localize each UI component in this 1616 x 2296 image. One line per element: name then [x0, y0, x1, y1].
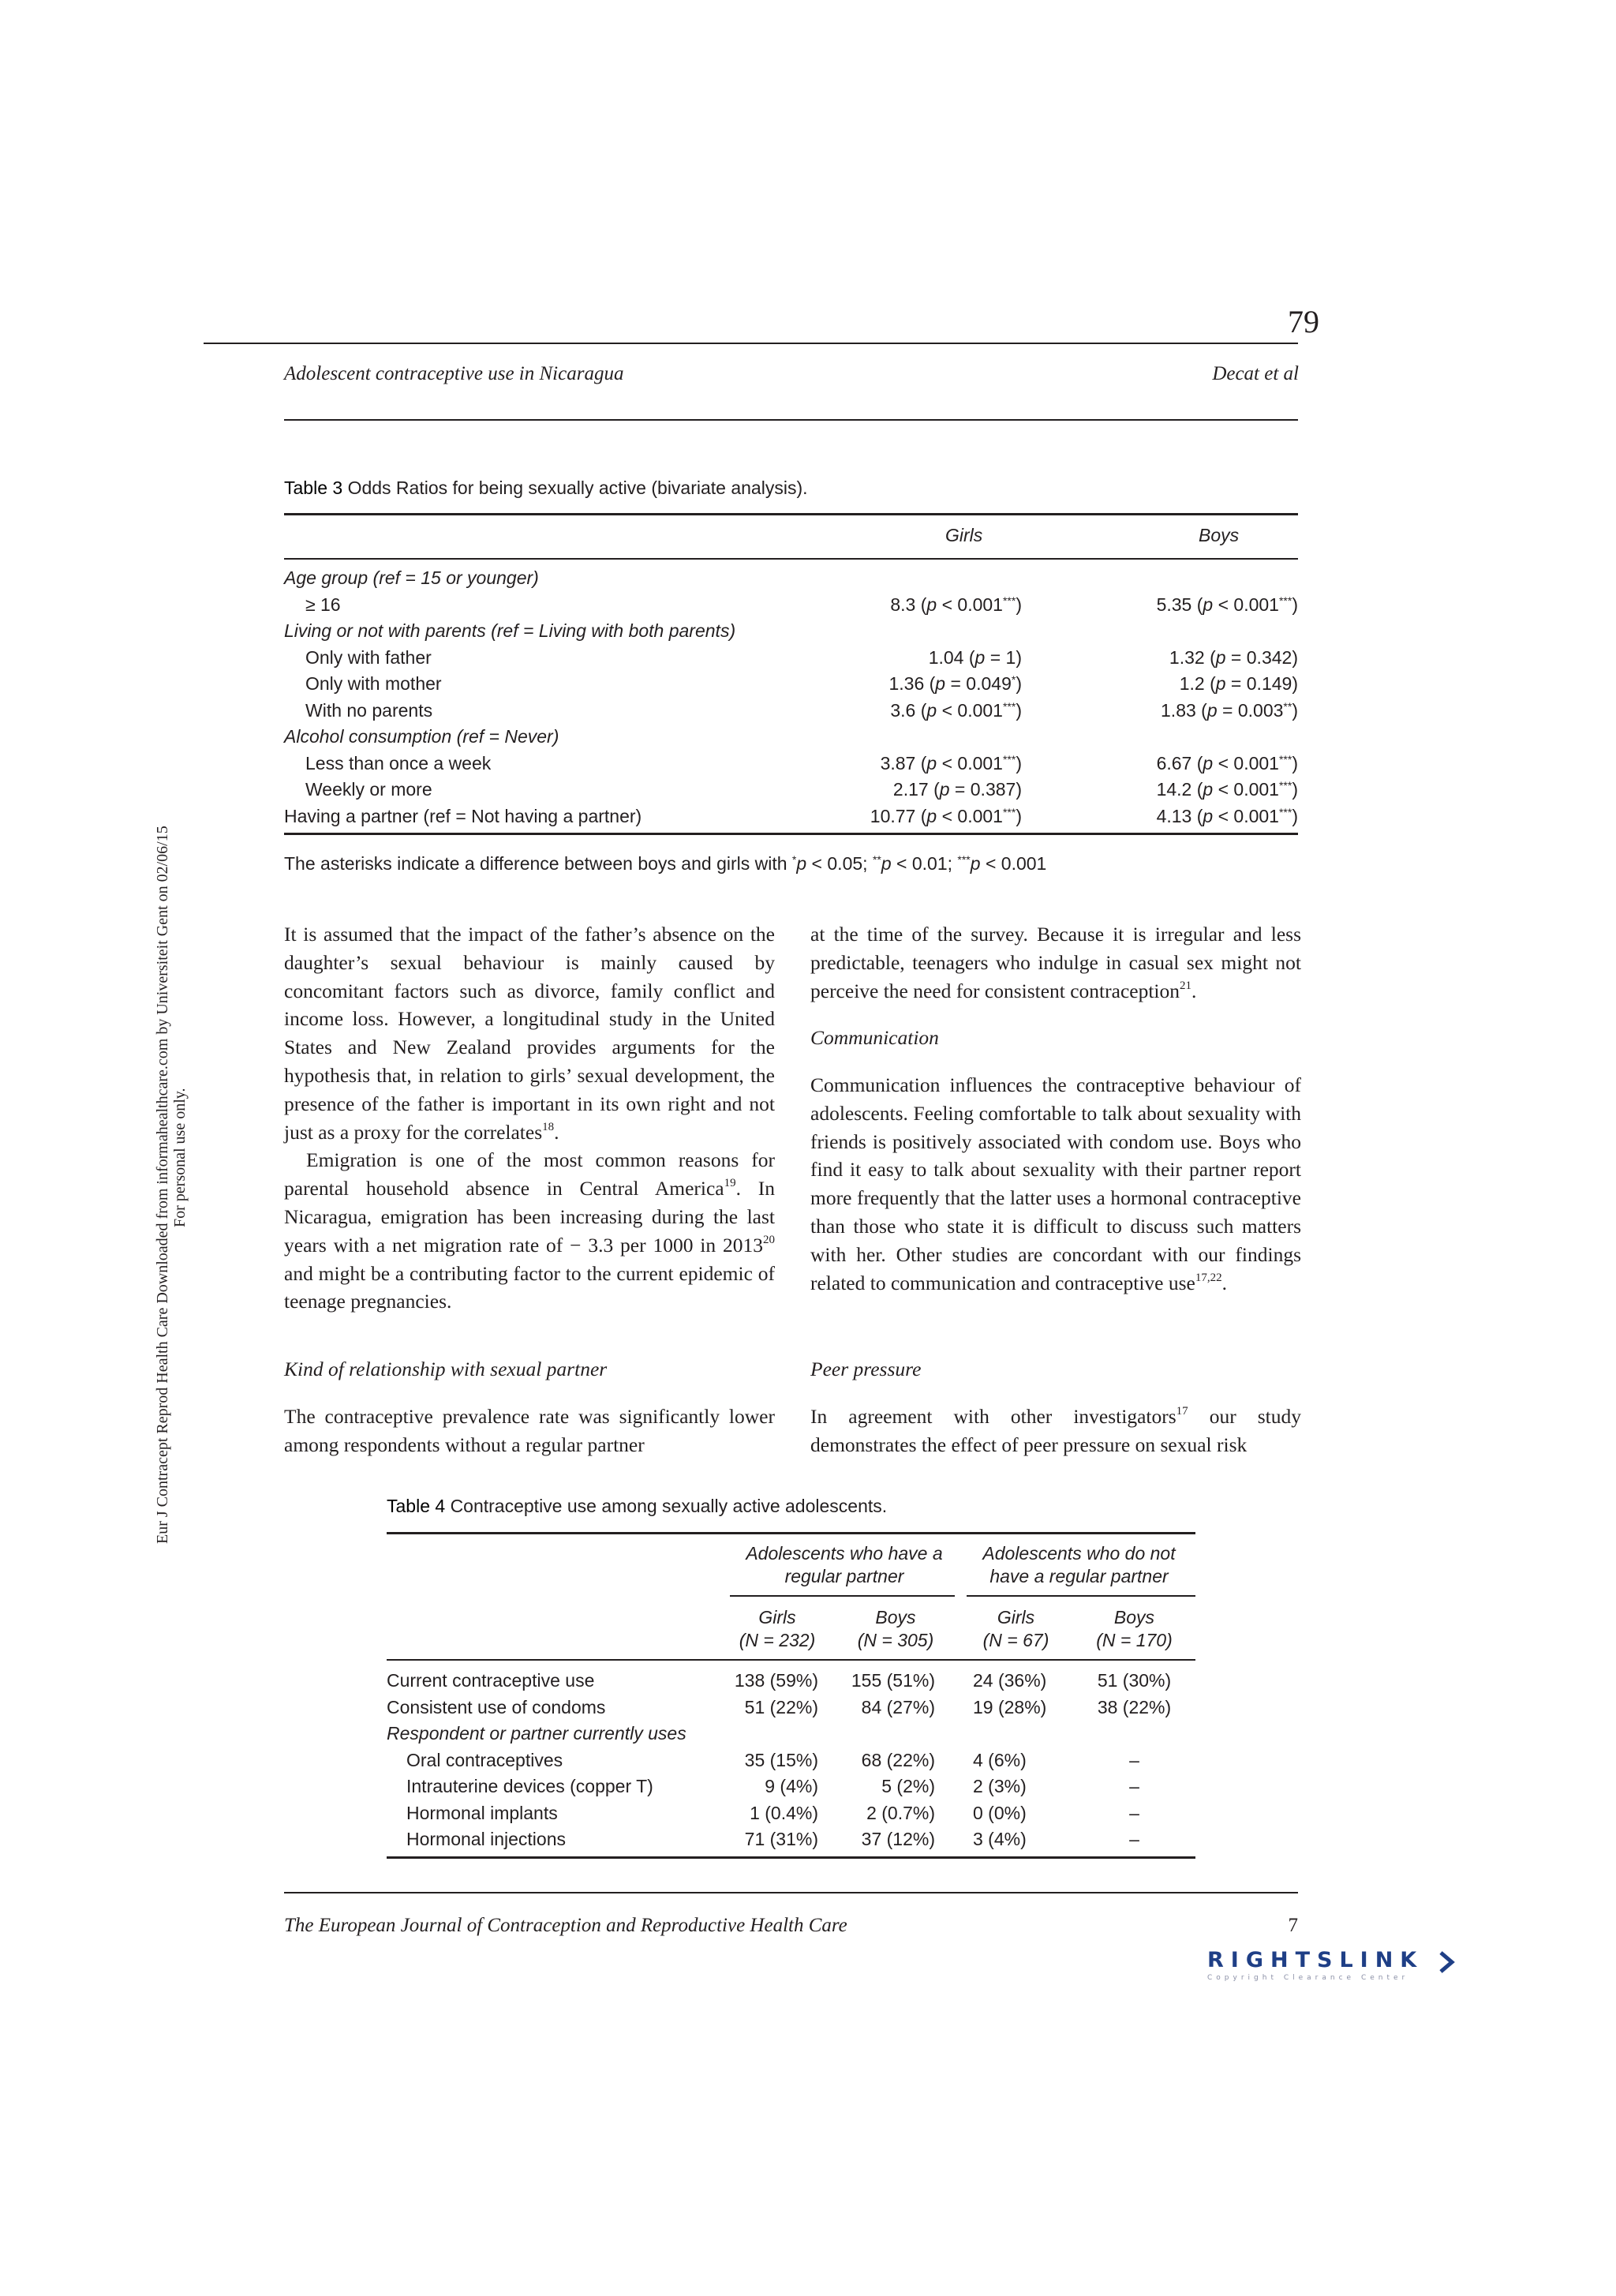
- table3-boys-p: p: [1215, 646, 1226, 668]
- table3-girls-val: 2.17 (: [892, 779, 940, 800]
- table4: [387, 1668, 1195, 1853]
- rightslink-logo[interactable]: [1207, 1948, 1452, 1987]
- table3-body: [284, 565, 1298, 830]
- table4-cell: 51 (30%): [1097, 1670, 1172, 1691]
- table4-cell: 51 (22%): [744, 1696, 818, 1717]
- footnote-threshold-1: < 0.05;: [806, 853, 873, 874]
- table3-boys-sig: ***: [1278, 594, 1292, 607]
- left-column: [284, 920, 775, 1316]
- top-rule: [204, 343, 1298, 344]
- table4-row-label: Hormonal injections: [406, 1829, 566, 1850]
- table3-boys-p: p: [1206, 699, 1218, 721]
- table3-boys-op: < 0.001: [1213, 594, 1279, 615]
- table4-cell: 3 (4%): [973, 1829, 1027, 1850]
- footnote-star-2: **: [872, 853, 881, 866]
- table4-cell: 2 (3%): [973, 1776, 1027, 1797]
- table3-row-label: With no parents: [305, 699, 433, 721]
- table4-row-label: Hormonal implants: [406, 1802, 558, 1823]
- table3-girls-op: = 1: [985, 646, 1016, 668]
- table3-boys-op: < 0.001: [1213, 805, 1279, 826]
- table3-cell-boys: [1022, 803, 1298, 830]
- table3-boys-val: 1.2 (: [1179, 673, 1216, 695]
- table3-cell-girls: [805, 751, 1022, 777]
- table3-row-label: Living or not with parents (ref = Living with both parents): [284, 620, 736, 642]
- table4-subheader: [722, 1606, 832, 1652]
- table4-cell: –: [1129, 1829, 1139, 1850]
- table3-girls-sig: ***: [1002, 752, 1016, 766]
- table4-cell: –: [1129, 1802, 1139, 1823]
- table4-cell: –: [1129, 1749, 1139, 1770]
- table3-cell-boys: [1022, 645, 1298, 672]
- table3-col-girls: Girls: [945, 525, 983, 545]
- table3-boys-op: < 0.001: [1213, 779, 1279, 800]
- footer-page-number: 7: [1288, 1915, 1298, 1936]
- rightslink-logo-subtext: Copyright Clearance Center: [1207, 1974, 1409, 1982]
- table3-label: Table 3: [284, 478, 343, 498]
- right-column-top: [810, 920, 1301, 1005]
- table3-cell-girls: [805, 565, 1022, 592]
- table4-body: [387, 1668, 1195, 1853]
- table3-girls-op: < 0.001: [937, 699, 1003, 721]
- table3-girls-sig: ***: [1002, 805, 1016, 818]
- table3-girls-val: 1.36 (: [888, 673, 936, 695]
- table3-girls-val: 3.6 (: [890, 699, 927, 721]
- ref-20: 20: [763, 1233, 775, 1246]
- table3-girls-op: = 0.049: [945, 673, 1012, 695]
- table4-row: [387, 1747, 1195, 1774]
- table4-cell: 0 (0%): [973, 1802, 1027, 1823]
- table3-girls-end: ): [1016, 779, 1022, 800]
- table3-boys-p: p: [1203, 752, 1214, 773]
- right-para-2-text: Communication influences the contraceptive behaviour of adolescents. Feeling comfortable to talk about sexuality with friends is positively associated with condom use. Boys who find it easy to talk about sexuality with their partner report more frequently that the latter uses a hormonal contraceptive than those who state it is difficult to discuss such matters with her. Other studies are concordant with our findings related to communication and contraceptive use: [810, 1073, 1301, 1294]
- table3-girls-p: p: [926, 752, 937, 773]
- table3-girls-p: p: [939, 779, 950, 800]
- table3-row-label: Only with mother: [305, 673, 442, 695]
- table4-header-rule: [387, 1659, 1195, 1661]
- table4-cell: 24 (36%): [973, 1670, 1047, 1691]
- table3-cell-girls: [805, 618, 1022, 645]
- table3-header-rule: [284, 558, 1298, 560]
- table3-girls-val: 10.77 (: [870, 805, 927, 826]
- table4-cell: 2 (0.7%): [866, 1802, 935, 1823]
- table3-group-row: [284, 565, 1298, 592]
- table4-group1-rule: [730, 1595, 955, 1597]
- left-para-2: [284, 1146, 775, 1316]
- table4-row-label: Intrauterine devices (copper T): [406, 1776, 653, 1797]
- running-head-left: Adolescent contraceptive use in Nicaragua: [284, 363, 624, 384]
- table3-boys-end: ): [1292, 752, 1298, 773]
- table4-cell: [1073, 1721, 1195, 1747]
- heading-peer-pressure: Peer pressure: [810, 1358, 922, 1380]
- table3-boys-val: 1.32 (: [1169, 646, 1216, 668]
- left-para-1-text: It is assumed that the impact of the father’s absence on the daughter’s sexual behaviour is mainly caused by concomitant factors such as divorce, family conflict and income loss. However, a longitudinal study in the United States and New Zealand provides arguments for the hypothesis that, in relation to girls’ sexual development, the presence of the father is important in its own right and not just as a proxy for the correlates: [284, 923, 775, 1144]
- rightslink-chevron-icon: [1438, 1951, 1455, 1973]
- table3-boys-sig: ***: [1278, 752, 1292, 766]
- left-para-2-text-c: and might be a contributing factor to the current epidemic of teenage pregnancies.: [284, 1261, 775, 1313]
- table3-girls-op: < 0.001: [937, 594, 1003, 615]
- table3-top-rule: [284, 513, 1298, 515]
- table3-boys-op: = 0.003: [1217, 699, 1284, 721]
- table4-cell: 19 (28%): [973, 1696, 1047, 1717]
- table4-cell: 37 (12%): [861, 1829, 935, 1850]
- table3-cell-boys: [1022, 777, 1298, 803]
- table3-boys-op: = 0.149: [1225, 673, 1292, 695]
- table4-cell: [832, 1721, 959, 1747]
- table4-cell: 71 (31%): [744, 1829, 818, 1850]
- table3-girls-end: ): [1016, 752, 1022, 773]
- table3-girls-val: 3.87 (: [880, 752, 927, 773]
- table4-row: [387, 1695, 1195, 1721]
- table3-boys-end: ): [1292, 673, 1298, 695]
- table4-row: [387, 1774, 1195, 1800]
- table3-row-label: Having a partner (ref = Not having a partner): [284, 805, 642, 826]
- table4-top-rule: [387, 1532, 1195, 1534]
- left-para-3: [284, 1403, 775, 1459]
- table3-girls-val: 1.04 (: [928, 646, 975, 668]
- right-para-2: Communication influences the contraceptive behaviour of adolescents. Feeling comfortable to talk about sexuality with friends is positively associated with condom use. Boys who find it easy to talk about sexuality with their partner report more frequently that the latter uses a hormonal contraceptive than those who state it is difficult to discuss such matters with her. Other studies are concordant with our findings related to communication and contraceptive use$^{17,22}$.: [810, 1073, 1301, 1294]
- table3-cell-girls: [805, 777, 1022, 803]
- table3-girls-sig: *: [1011, 673, 1016, 687]
- table4-cell: 68 (22%): [861, 1749, 935, 1770]
- table4-subheader-name: Girls: [758, 1607, 796, 1627]
- table3-boys-end: ): [1292, 646, 1298, 668]
- table3-girls-p: p: [935, 673, 946, 695]
- table4-row: [387, 1668, 1195, 1695]
- table3-girls-op: < 0.001: [937, 805, 1003, 826]
- table3-boys-p: p: [1215, 673, 1226, 695]
- table3-girls-val: 8.3 (: [890, 594, 927, 615]
- footnote-p-1: p: [796, 853, 807, 874]
- table3-cell-girls: [805, 671, 1022, 698]
- table3-girls-end: ): [1016, 805, 1022, 826]
- rightslink-logo-text: RIGHTSLINK: [1207, 1948, 1424, 1972]
- table3-row-label: Less than once a week: [305, 752, 492, 773]
- table4-cell: [959, 1721, 1073, 1747]
- footnote-star-3: ***: [957, 853, 971, 866]
- heading-communication: Communication: [810, 1026, 939, 1049]
- table3-row: [284, 592, 1298, 619]
- table3-cell-boys: [1022, 698, 1298, 725]
- table3-row: [284, 803, 1298, 830]
- table3-row-label: ≥ 16: [305, 594, 341, 615]
- table4-bottom-rule: [387, 1856, 1195, 1859]
- table3-girls-p: p: [926, 594, 937, 615]
- table4-subheader: [832, 1606, 959, 1652]
- table3-girls-sig: ***: [1002, 699, 1016, 713]
- table3-col-boys: Boys: [1199, 525, 1240, 545]
- table3-footnote: [284, 853, 1046, 875]
- table3-cell-girls: [805, 645, 1022, 672]
- table3-cell-boys: [1022, 724, 1298, 751]
- table3-row-label: Age group (ref = 15 or younger): [284, 567, 539, 589]
- table3-bottom-rule: [284, 833, 1298, 835]
- table3-boys-end: ): [1292, 805, 1298, 826]
- table4-cell: 155 (51%): [851, 1670, 935, 1691]
- table3-boys-end: ): [1292, 594, 1298, 615]
- table4-cell: 35 (15%): [744, 1749, 818, 1770]
- table3-row: [284, 698, 1298, 725]
- table4-cell: 1 (0.4%): [750, 1802, 818, 1823]
- footer-rule: [284, 1892, 1298, 1893]
- table3-cell-boys: [1022, 592, 1298, 619]
- table3-girls-sig: ***: [1002, 594, 1016, 607]
- header-rule: [284, 419, 1298, 421]
- right-para-1-text: at the time of the survey. Because it is irregular and less predictable, teenagers who indulge in casual sex might not perceive the need for consistent contraception: [810, 923, 1301, 1002]
- table3-group-row: [284, 724, 1298, 751]
- ref-21: 21: [1180, 979, 1192, 992]
- table4-group1-header: Adolescents who have a regular partner: [746, 1543, 943, 1586]
- table3-row: [284, 777, 1298, 803]
- footnote-p-2: p: [881, 853, 892, 874]
- table4-caption: [387, 1496, 887, 1517]
- table4-cell: 9 (4%): [765, 1776, 818, 1797]
- table3-boys-op: < 0.001: [1213, 752, 1279, 773]
- right-para-3-text-a: In agreement with other investigators: [810, 1405, 1176, 1428]
- side-personal-use: For personal use only.: [171, 1088, 189, 1227]
- table3-boys-p: p: [1203, 805, 1214, 826]
- table3-boys-val: 6.67 (: [1156, 752, 1203, 773]
- table4-caption-text: Contraceptive use among sexually active adolescents.: [450, 1496, 888, 1516]
- table4-cell: 4 (6%): [973, 1749, 1027, 1770]
- table3-boys-sig: **: [1283, 699, 1292, 713]
- page-number-top: 79: [1288, 304, 1319, 339]
- table4-group2-header: Adolescents who do not have a regular partner: [982, 1543, 1176, 1586]
- table4-label: Table 4: [387, 1496, 446, 1516]
- table3-row: [284, 751, 1298, 777]
- table3-girls-op: < 0.001: [937, 752, 1003, 773]
- table4-cell: –: [1129, 1776, 1139, 1797]
- table3-caption-text: Odds Ratios for being sexually active (bivariate analysis).: [347, 478, 808, 498]
- table3-row-label: Weekly or more: [305, 779, 432, 800]
- running-head-right: Decat et al: [1212, 363, 1299, 384]
- table4-row-label: Current contraceptive use: [387, 1670, 595, 1691]
- table4-cell: 5 (2%): [881, 1776, 935, 1797]
- table4-row-label: Oral contraceptives: [406, 1749, 563, 1770]
- ref-17: 17: [1176, 1405, 1188, 1418]
- table3-cell-boys: [1022, 671, 1298, 698]
- table4-cell: [722, 1721, 832, 1747]
- footnote-threshold-3: < 0.001: [980, 853, 1047, 874]
- table3-row-label: Alcohol consumption (ref = Never): [284, 726, 559, 747]
- table3-cell-girls: [805, 698, 1022, 725]
- table4-subheader: [1073, 1606, 1195, 1652]
- right-para-3-text-b: our study demonstrates the effect of peer pressure on sexual risk: [810, 1405, 1301, 1456]
- table4-cell: 138 (59%): [734, 1670, 818, 1691]
- footnote-lead: The asterisks indicate a difference between boys and girls with: [284, 853, 792, 874]
- left-para-2-text-a: Emigration is one of the most common reasons for parental household absence in Central America: [284, 1148, 775, 1200]
- table3-boys-sig: ***: [1278, 779, 1292, 792]
- table3-boys-p: p: [1203, 779, 1214, 800]
- table3-boys-val: 1.83 (: [1161, 699, 1207, 721]
- table3-girls-end: ): [1016, 594, 1022, 615]
- table4-subheader-n: (N = 305): [857, 1630, 934, 1650]
- footer-journal-title: The European Journal of Contraception and Reproductive Health Care: [284, 1915, 847, 1936]
- left-para-1: It is assumed that the impact of the father’s absence on the daughter’s sexual behaviour is mainly caused by concomitant factors such as divorce, family conflict and income loss. However, a longitudinal study in the United States and New Zealand provides arguments for the hypothesis that, in relation to girls’ sexual development, the presence of the father is important in its own right and not just as a proxy for the correlates$^{18}$.: [284, 923, 775, 1144]
- table3-cell-boys: [1022, 751, 1298, 777]
- table3-girls-p: p: [974, 646, 986, 668]
- table4-subheader-n: (N = 170): [1096, 1630, 1173, 1650]
- table3-girls-end: ): [1016, 646, 1022, 668]
- table3-boys-val: 4.13 (: [1156, 805, 1203, 826]
- table3-boys-op: = 0.342: [1225, 646, 1292, 668]
- table3: [284, 565, 1298, 830]
- table3-group-row: [284, 618, 1298, 645]
- table3-cell-boys: [1022, 618, 1298, 645]
- table4-group-row: [387, 1721, 1195, 1747]
- table4-subheader-name: Boys: [875, 1607, 916, 1627]
- ref-18: 18: [542, 1120, 555, 1133]
- right-para-3: [810, 1403, 1301, 1459]
- footnote-p-3: p: [970, 853, 981, 874]
- table3-row: [284, 645, 1298, 672]
- table3-girls-op: = 0.387: [949, 779, 1016, 800]
- right-para-1: at the time of the survey. Because it is irregular and less predictable, teenagers who indulge in casual sex might not perceive the need for consistent contraception$^{21}$.: [810, 923, 1301, 1002]
- left-para-3-text: The contraceptive prevalence rate was significantly lower among respondents without a regular partner: [284, 1405, 775, 1456]
- table4-subheader: [959, 1606, 1073, 1652]
- heading-kind-of-relationship: Kind of relationship with sexual partner: [284, 1358, 608, 1380]
- table3-boys-val: 5.35 (: [1156, 594, 1203, 615]
- table3-girls-end: ): [1016, 673, 1022, 695]
- table3-boys-val: 14.2 (: [1156, 779, 1203, 800]
- table4-row: [387, 1800, 1195, 1827]
- table4-row: [387, 1826, 1195, 1853]
- table4-subheader-name: Girls: [997, 1607, 1035, 1627]
- table4-group2-rule: [967, 1595, 1195, 1597]
- table3-boys-end: ): [1292, 699, 1298, 721]
- table4-cell: 84 (27%): [861, 1696, 935, 1717]
- table4-row-label: Respondent or partner currently uses: [387, 1723, 686, 1744]
- table3-cell-girls: [805, 724, 1022, 751]
- table4-subheader-n: (N = 232): [739, 1630, 816, 1650]
- table3-boys-end: ): [1292, 779, 1298, 800]
- footnote-threshold-2: < 0.01;: [891, 853, 958, 874]
- footnote-star-1: *: [791, 853, 797, 866]
- ref-19: 19: [724, 1177, 736, 1190]
- table3-boys-sig: ***: [1278, 805, 1292, 818]
- table3-girls-p: p: [926, 699, 937, 721]
- table4-cell: 38 (22%): [1097, 1696, 1172, 1717]
- table3-row: [284, 671, 1298, 698]
- table3-cell-girls: [805, 803, 1022, 830]
- table3-boys-p: p: [1203, 594, 1214, 615]
- left-para-2-text-b: . In Nicaragua, emigration has been increasing during the last years with a net migration rate of − 3.3 per 1000 in 2013: [284, 1177, 776, 1257]
- table3-girls-p: p: [926, 805, 937, 826]
- table3-cell-boys: [1022, 565, 1298, 592]
- table3-row-label: Only with father: [305, 646, 432, 668]
- ref-17-22: 17,22: [1195, 1271, 1222, 1284]
- table4-row-label: Consistent use of condoms: [387, 1696, 606, 1717]
- table3-caption: [284, 478, 808, 499]
- table4-subheader-name: Boys: [1113, 1607, 1155, 1627]
- side-download-notice: Eur J Contracept Reprod Health Care Downloaded from informahealthcare.com by Universiteit Gent on 02/06/15: [154, 826, 171, 1544]
- table3-girls-end: ): [1016, 699, 1022, 721]
- table4-subheader-n: (N = 67): [982, 1630, 1049, 1650]
- table3-cell-girls: [805, 592, 1022, 619]
